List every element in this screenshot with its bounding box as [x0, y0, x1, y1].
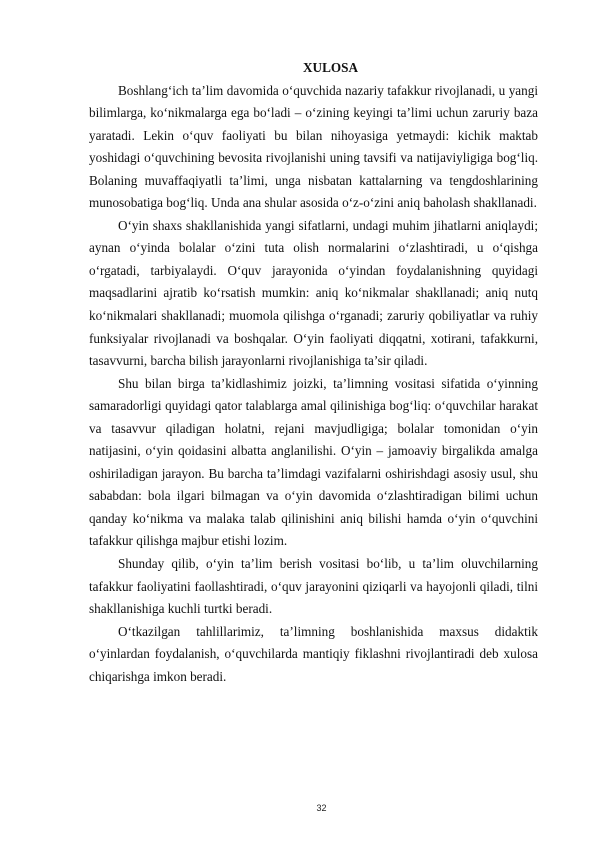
paragraph-4: Shunday qilib, o‘yin ta’lim berish vositasi bo‘lib, u ta’lim oluvchilarning tafakkur faoliyatini faollashtiradi, o‘quv jarayonini qiziqarli va hayojonli qiladi, tilni shakllanishiga kuchli turtki beradi. [89, 556, 538, 617]
page-number: 32 [316, 803, 327, 813]
paragraph-5: O‘tkazilgan tahlillarimiz, ta’limning boshlanishida maxsus didaktik o‘yinlardan foydalanish, o‘quvchilarda mantiqiy fiklashni rivojlantiradi deb xulosa chiqarishga imkon beradi. [89, 623, 538, 684]
document-body [89, 57, 538, 688]
paragraph-1: Boshlang‘ich ta’lim davomida o‘quvchida nazariy tafakkur rivojlanadi, u yangi bilimlarga, ko‘nikmalarga ega bo‘ladi – o‘zining keyingi ta’limi uchun zaruriy baza yaratadi. Lekin o‘quv faoliyati bu bilan nihoyasiga yetmaydi: kichik maktab yoshidagi o‘quvchining bevosita rivojlanishi uning tavsifi va natijaviyligiga bog‘liq. Bolaning muvaffaqiyatli ta’limi, unga nisbatan kattalarning va tengdoshlarining munosobatiga bog‘liq. Unda ana shular asosida o‘z-o‘zini aniq baholash shakllanadi. [89, 82, 538, 211]
paragraph-2: O‘yin shaxs shakllanishida yangi sifatlarni, undagi muhim jihatlarni aniqlaydi; aynan o‘yinda bolalar o‘zini tuta olish normalarini o‘zlashtiradi, u o‘qishga o‘rgatadi, tarbiyalaydi. O‘quv jarayonida o‘yindan foydalanishning quyidagi maqsadlarini ajratib ko‘rsatish mumkin: aniq ko‘nikmalar shakllanadi; aniq nutq ko‘nikmalari shakllanadi; muomola qilishga o‘rganadi; zaruriy qobiliyatlar va ruhiy funksiyalar rivojlanadi va boshqalar. O‘yin faoliyati diqqatni, xotirani, tafakkurni, tasavvurni, barcha bilish jarayonlarni rivojlanishiga ta’sir qiladi. [89, 217, 538, 369]
section-title: XULOSA [303, 60, 358, 75]
paragraph-3: Shu bilan birga ta’kidlashimiz joizki, ta’limning vositasi sifatida o‘yinning samaradorligi quyidagi qator talablarga amal qilinishiga bog‘liq: o‘quvchilar harakat va tasavvur qiladigan holatni, rejani mavjudligiga; bolalar tomonidan o‘yin natijasini, o‘yin qoidasini albatta anglanilishi. O‘yin – jamoaviy birgalikda amalga oshiriladigan jarayon. Bu barcha ta’limdagi vazifalarni oshirishdagi asosiy usul, shu sababdan: bola ilgari bilmagan va o‘yin davomida o‘zlashtiradigan bilimi uchun qanday ko‘nikma va malaka talab qilinishini aniq bilishi hamda o‘yin o‘quvchini tafakkur qilishga majbur etishi lozim. [89, 375, 538, 549]
